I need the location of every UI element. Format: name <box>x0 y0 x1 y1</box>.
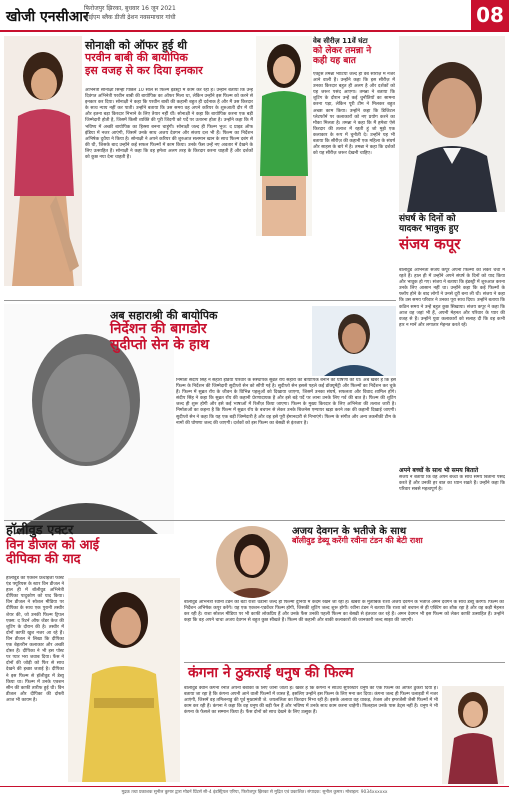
newspaper-brand: खोजी एनसीआर <box>6 9 89 25</box>
sanjay-article-body: बॉलीवुड अभिनेता संजय कपूर अपनी फिल्मों को लेकर चर्चा में रहते हैं। हाल ही में उन्होंने अपने संघर्ष के दिनों को याद किया और भावुक हो गए। संजय ने बताया कि इंडस्ट्री में शुरुआत करना उनके लिए आसान नहीं था। उन्होंने कहा कि कई फिल्मों के फ्लॉप होने के बाद लोगों ने उनसे दूरी बना ली थी। संजय ने कहा कि उस समय परिवार ने उनका पूरा साथ दिया। उन्होंने बताया कि कठिन समय ने उन्हें बहुत कुछ सिखाया। संजय कपूर ने कहा कि आज वह जहां भी हैं, अपनी मेहनत और परिवार के प्यार की वजह से हैं। उन्होंने युवा कलाकारों को सलाह दी कि वह कभी हार न मानें और लगातार मेहनत करते रहें। <box>399 268 505 328</box>
vin-headline-line2: विन डीजल को आई <box>6 537 100 553</box>
sonakshi-headline <box>85 40 250 77</box>
vin-headline-line3: दीपिका की याद <box>6 552 81 568</box>
rasha-headline-line1: अजय देवगन के भतीजे के साथ <box>292 526 407 537</box>
dateline-text: फिरोजपुर झिरका, बुधवार 16 जून 2021 <box>84 5 176 12</box>
section-divider <box>184 662 505 663</box>
sonakshi-photo <box>4 36 82 286</box>
sanjay-photo <box>399 36 505 212</box>
sonakshi-article-body: अभिनेत्री सोनाक्षी सिन्हा पिछले 10 साल से फिल्म इंडस्ट्री में काम कर रही हैं। उन्होंने बताया कि उन्हें दिवंगत अभिनेत्री परवीन बाबी की बायोपिक का ऑफर मिला था, लेकिन उन्होंने इस फिल्म को करने से इनकार कर दिया। सोनाक्षी ने कहा कि परवीन बाबी की कहानी बहुत ही दर्दनाक है और मैं उस किरदार के साथ न्याय नहीं कर पाती। उन्होंने बताया कि उस समय वह अपने करियर के शुरुआती दौर में थीं और इतना बड़ा किरदार निभाने के लिए तैयार नहीं थीं। सोनाक्षी ने कहा कि बायोपिक करना एक बड़ी जिम्मेदारी होती है, जिसमें किसी व्यक्ति की पूरी जिंदगी को पर्दे पर उतारना होता है। उन्होंने कहा कि मैं भविष्य में अच्छी बायोपिक का हिस्सा बनना चाहूंगी। सोनाक्षी जल्द ही फिल्म भुज: द प्राइड ऑफ इंडिया में नजर आएंगी, जिसमें उनके साथ अजय देवगन और संजय दत्त भी हैं। फिल्म का निर्देशन अभिषेक दुधैया ने किया है। सोनाक्षी ने अपने करियर की शुरुआत सलमान खान के साथ फिल्म दबंग से की थी, जिसके बाद उन्होंने कई सफल फिल्मों में काम किया। उनके फैंस उन्हें नए अवतार में देखने के लिए उत्साहित हैं। सोनाक्षी ने कहा कि वह हमेशा अलग तरह के किरदार करना चाहती हैं और दर्शकों को कुछ नया देना चाहती हैं। <box>85 88 253 161</box>
sonakshi-headline-line1: सोनाक्षी को ऑफर हुई थी <box>85 39 187 52</box>
tamanna-headline-line3: कही यह बात <box>313 55 356 66</box>
tamanna-headline-line2: को लेकर तमन्ना ने <box>313 45 372 56</box>
edition-text: आईएम ब्लैक डीजी द्रेशन नवसमाचार गांधी <box>84 14 176 21</box>
sanjay-headline-line1: संघर्ष के दिनों को <box>399 214 456 224</box>
sonakshi-headline-line2: परवीन बाबी की बायोपिक <box>85 51 188 65</box>
sudipto-headline-line2: निर्देशन की बागडोर <box>110 321 207 338</box>
tamanna-article-body: एक्ट्रेस तमन्ना भाटिया जल्द ही वेब सीरीज़ में नजर आने वाली हैं। उन्होंने कहा कि इस सीरीज़ में उनका किरदार बहुत ही अलग है और दर्शकों को यह जरूर पसंद आएगा। तमन्ना ने बताया कि शूटिंग के दौरान उन्हें कई चुनौतियों का सामना करना पड़ा, लेकिन पूरी टीम ने मिलकर बहुत अच्छा काम किया। उन्होंने कहा कि डिजिटल प्लेटफॉर्म पर कलाकारों को नए प्रयोग करने का मौका मिलता है। तमन्ना ने कहा कि मैं हमेशा ऐसे किरदार की तलाश में रहती हूं जो मुझे एक कलाकार के रूप में चुनौती दे। उन्होंने यह भी बताया कि सीरीज़ की कहानी एक महिला के संघर्ष और साहस के बारे में है। तमन्ना ने कहा कि दर्शकों को यह सीरीज़ जरूर देखनी चाहिए। <box>313 72 395 157</box>
sudipto-headline-line3: सुदीप्तो सेन के हाथ <box>110 336 210 353</box>
sanjay-headline-line2: यादकर भावुक हुए <box>399 224 459 235</box>
raveena-photo <box>216 526 288 598</box>
kangana-article-body: बॉलीवुड क्वीन कंगना रनौत अपनी बेबाकी के लिए जानी जाती हैं। खबर है कि कंगना ने साउथ सुपरस्टार धनुष की एक फिल्म का ऑफर ठुकरा दिया है। बताया जा रहा है कि कंगना अपनी आने वाली फिल्मों में व्यस्त हैं, इसलिए उन्होंने इस फिल्म के लिए मना कर दिया। कंगना जल्द ही फिल्म थलाइवी में नजर आएंगी, जिसमें वह तमिलनाडु की पूर्व मुख्यमंत्री जे. जयललिता का किरदार निभा रही हैं। इसके अलावा वह धाकड़, तेजस और इमरजेंसी जैसी फिल्मों में भी काम कर रही हैं। कंगना ने कहा कि वह धनुष की बड़ी फैन हैं और भविष्य में उनके साथ काम करना चाहेंगी। फिलहाल उनके पास डेट्स नहीं हैं। धनुष ने भी कंगना के फैसले का सम्मान किया है। फैंस दोनों को साथ देखने के लिए उत्सुक हैं। <box>184 686 438 716</box>
rasha-article-body: बॉलीवुड अभिनेत्री रवीना टंडन की बेटी राशा थडानी जल्द ही फिल्मी दुनिया में कदम रखने जा रही हैं। खबरों के मुताबिक राशा अजय देवगन के भतीजे अमन देवगन के साथ डेब्यू करेंगी। फिल्म का निर्देशन अभिषेक कपूर करेंगे। यह एक एक्शन-एडवेंचर फिल्म होगी, जिसकी शूटिंग जल्द शुरू होगी। रवीना टंडन ने बताया कि राशा को बचपन से ही एक्टिंग का शौक रहा है और वह कड़ी मेहनत कर रही है। राशा सोशल मीडिया पर भी काफी लोकप्रिय हैं और उनके फैंस उनकी पहली फिल्म का बेसब्री से इंतजार कर रहे हैं। अमन देवगन भी इस फिल्म को लेकर काफी उत्साहित हैं। उन्होंने कहा कि वह अपने चाचा अजय देवगन से बहुत कुछ सीखते हैं। फिल्म की कहानी और बाकी कलाकारों की जानकारी जल्द साझा की जाएगी। <box>184 600 504 624</box>
sudipto-headline-line1: अब सहाराश्री की बायोपिक <box>110 309 218 322</box>
vin-headline <box>6 524 136 568</box>
sanjay-article-body-2: संजय ने बताया कि वह अपने बच्चों के साथ समय बिताना पसंद करते हैं और उनकी हर बात का ध्यान रखते हैं। उन्होंने कहा कि परिवार सबसे महत्वपूर्ण है। <box>399 475 505 493</box>
page-header <box>0 0 509 32</box>
sanjay-headline <box>399 214 505 253</box>
page-number: 08 <box>471 0 509 30</box>
sonakshi-headline-line3: इस वजह से कर दिया इनकार <box>85 63 203 77</box>
sanjay-subhead: अपने बच्चों के साथ भी समय बिताते <box>399 467 479 474</box>
kangana-photo <box>442 686 504 784</box>
tamanna-photo <box>256 36 312 236</box>
sanjay-headline-line3: संजय कपूर <box>399 235 461 254</box>
sudipto-headline <box>110 310 310 354</box>
header-dateline <box>84 4 444 22</box>
section-divider <box>4 300 396 301</box>
sudipto-sen-photo <box>312 306 396 376</box>
section-divider <box>4 520 505 521</box>
sudipto-article-body: निर्माता संदीप सिंह ने सहारा इंडिया परिवार के संस्थापक सुब्रत रॉय सहारा की बायोपिक बनाने की घोषणा की थी। अब खबर है कि इस फिल्म के निर्देशन की जिम्मेदारी सुदीप्तो सेन को सौंपी गई है। सुदीप्तो सेन इससे पहले कई डॉक्यूमेंट्री और फिल्मों का निर्देशन कर चुके हैं। फिल्म में सुब्रत रॉय के जीवन के विभिन्न पहलुओं को दिखाया जाएगा, जिसमें उनका संघर्ष, सफलता और विवाद शामिल होंगे। संदीप सिंह ने कहा कि सुब्रत रॉय की कहानी प्रेरणादायक है और इसे बड़े पर्दे पर लाना उनके लिए गर्व की बात है। फिल्म की शूटिंग जल्द ही शुरू होगी और इसे कई भाषाओं में रिलीज़ किया जाएगा। फिल्म के मुख्य किरदार के लिए अभिनेता की तलाश जारी है। निर्माताओं का कहना है कि फिल्म में सुब्रत रॉय के बचपन से लेकर उनके बिजनेस एम्पायर खड़ा करने तक की कहानी दिखाई जाएगी। सुदीप्तो सेन ने कहा कि यह एक बड़ी जिम्मेदारी है और वह इसे पूरी ईमानदारी से निभाएंगे। फिल्म के संगीत और अन्य तकनीकी टीम के नामों की घोषणा जल्द की जाएगी। दर्शकों को इस फिल्म का बेसब्री से इंतजार है। <box>176 378 396 426</box>
tamanna-headline <box>313 38 397 66</box>
tamanna-headline-line1: वेब सीरीज़ 11वें घंटा <box>313 37 368 45</box>
vin-headline-line1: हॉलीवुड एक्टर <box>6 523 74 538</box>
vin-article-body: हॉलीवुड की एक्शन फ्रेंचाइजी फास्ट एंड फ्यूरियस के स्टार विन डीजल ने हाल ही में बॉलीवुड अभिनेत्री दीपिका पादुकोण को याद किया। विन डीजल ने सोशल मीडिया पर दीपिका के साथ एक पुरानी तस्वीर शेयर की, जो उनकी फिल्म ट्रिपल एक्स: द रिटर्न ऑफ जेंडर केज की शूटिंग के दौरान की है। तस्वीर में दोनों काफी खुश नजर आ रहे हैं। विन डीजल ने लिखा कि दीपिका एक बेहतरीन कलाकार और अच्छी दोस्त हैं। दीपिका ने भी इस पोस्ट पर प्यार भरा जवाब दिया। फैंस ने दोनों की जोड़ी को फिर से साथ देखने की इच्छा जताई है। दीपिका ने इस फिल्म से हॉलीवुड में डेब्यू किया था। फिल्म में उनके एक्शन सीन की काफी तारीफ हुई थी। विन डीजल और दीपिका की दोस्ती आज भी कायम है। <box>6 576 64 703</box>
kangana-headline: कंगना ने ठुकराई धनुष की फिल्म <box>188 665 354 681</box>
deepika-photo <box>68 578 180 782</box>
rasha-headline <box>292 526 506 546</box>
rasha-headline-line2: बॉलीवुड डेब्यू करेंगी रवीना टंडन की बेटी राशा <box>292 536 423 546</box>
footer-imprint: मुद्रक तथा प्रकाशक सुनील कुमार द्वारा मोडर्न प्रिंटर्स सी-4 इंडस्ट्रियल एरिया, फिरोजपुर झिरका से मुद्रित एवं प्रकाशित। संपादक: सुनील कुमार। मोबाइल: 9034xxxxxx <box>121 790 388 795</box>
page-footer <box>0 786 509 800</box>
